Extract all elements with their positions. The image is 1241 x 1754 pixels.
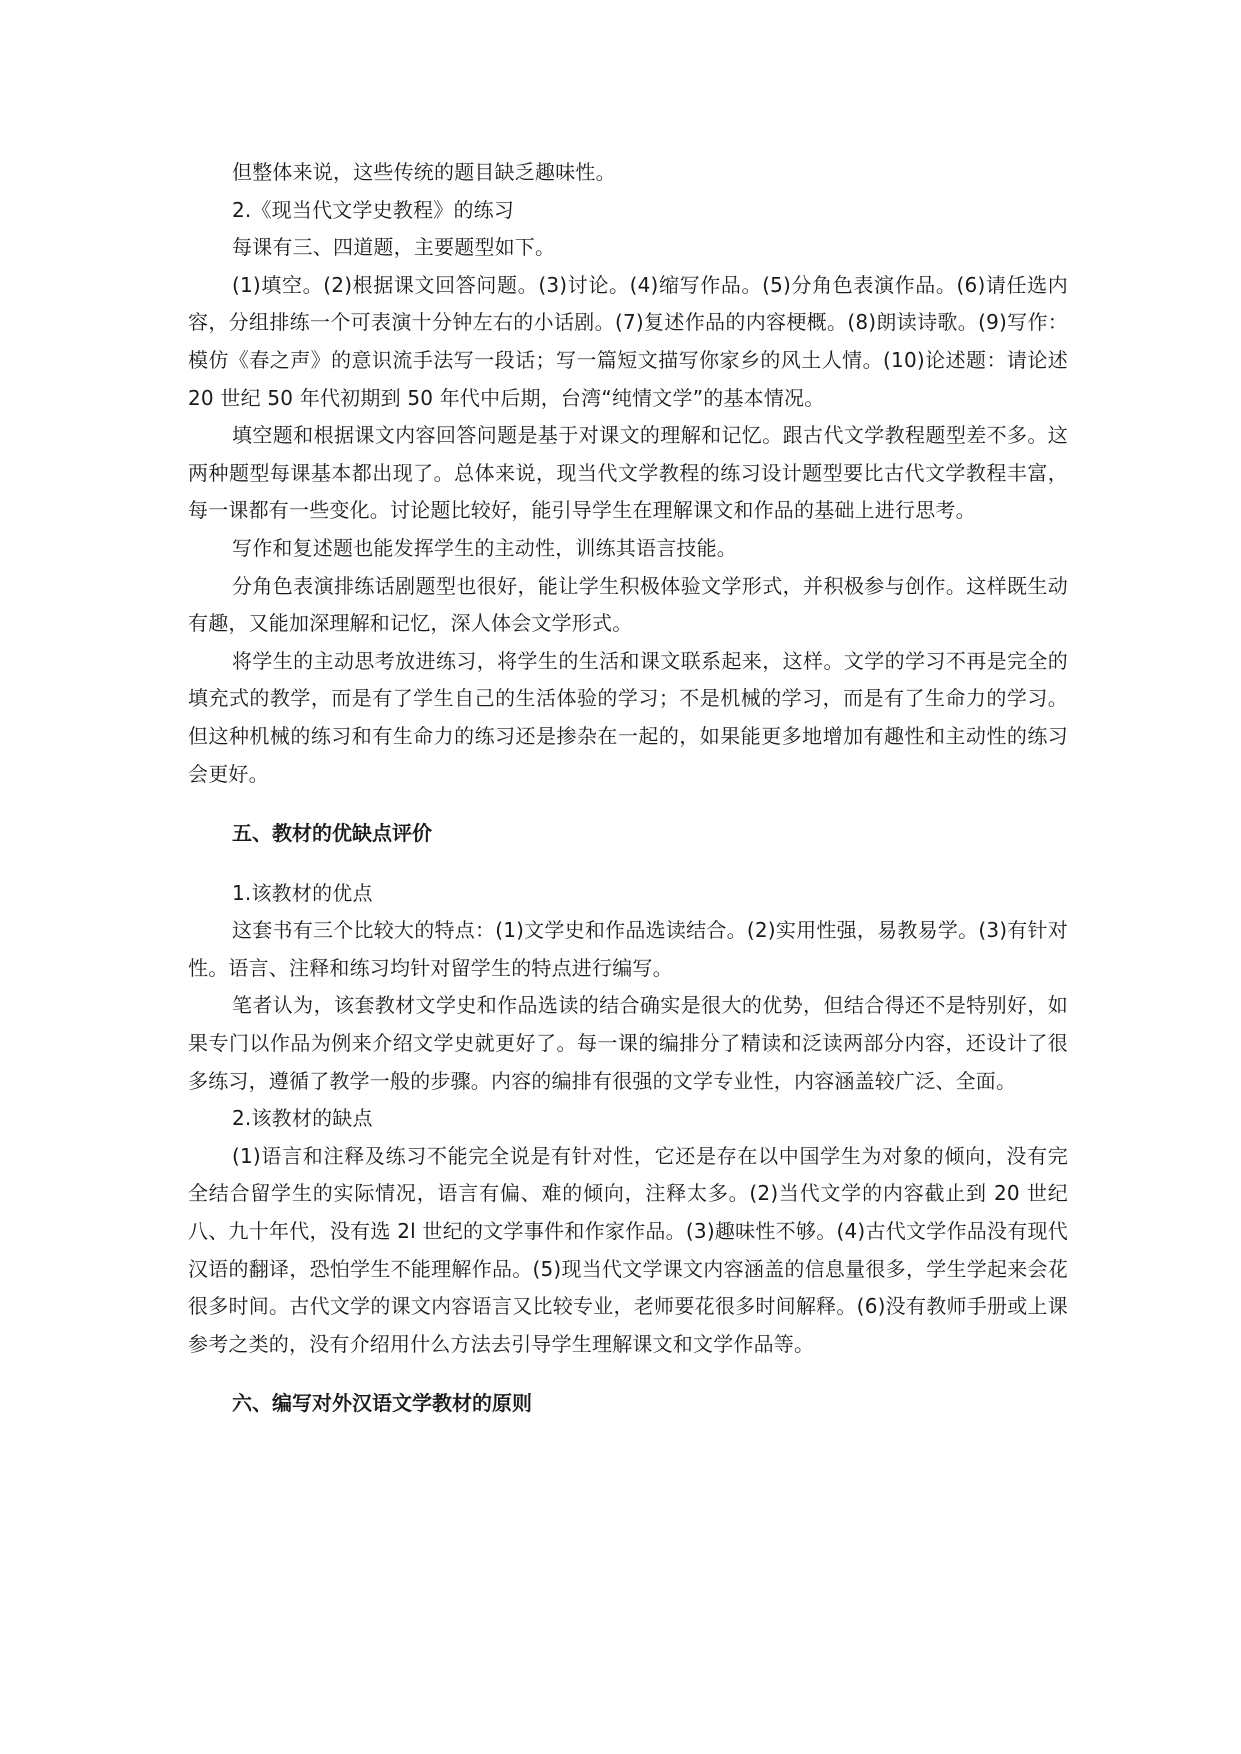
subsection-title: 2.该教材的缺点 [232,1106,373,1131]
paragraph: 分角色表演排练话剧题型也很好，能让学生积极体验文学形式，并积极参与创作。这样既生动有趣，又能加深理解和记忆，深人体会文学形式。 [188,573,1068,636]
paragraph: 笔者认为，该套教材文学史和作品选读的结合确实是很大的优势，但结合得还不是特别好，如果专门以作品为例来介绍文学史就更好了。每一课的编排分了精读和泛读两部分内容，还设计了很多练习，遵循了教学一般的步骤。内容的编排有很强的文学专业性，内容涵盖较广泛、全面。 [188,993,1068,1093]
paragraph: 填空题和根据课文内容回答问题是基于对课文的理解和记忆。跟古代文学教程题型差不多。这两种题型每课基本都出现了。总体来说，现当代文学教程的练习设计题型要比古代文学教程丰富，每一课都有一些变化。讨论题比较好，能引导学生在理解课文和作品的基础上进行思考。 [188,423,1068,523]
paragraph: 但整体来说，这些传统的题目缺乏趣味性。 [232,160,616,184]
subsection-title: 1.该教材的优点 [232,880,373,905]
paragraph: 写作和复述题也能发挥学生的主动性，训练其语言技能。 [232,535,737,560]
paragraph: (1)填空。(2)根据课文回答问题。(3)讨论。(4)缩写作品。(5)分角色表演作品。(6)请任选内容，分组排练一个可表演十分钟左右的小话剧。(7)复述作品的内容梗概。(8)朗读诗歌。(9)写作：模仿《春之声》的意识流手法写一段话；写一篇短文描写你家乡的风土人情。(10)论述题：请论述 20 世纪 50 年代初期到 50 年代中后期，台湾“纯情文学”的基本情况。 [188,272,1068,410]
paragraph: 这套书有三个比较大的特点：(1)文学史和作品选读结合。(2)实用性强，易教易学。(3)有针对性。语言、注释和练习均针对留学生的特点进行编写。 [188,918,1068,980]
paragraph: 将学生的主动思考放进练习，将学生的生活和课文联系起来，这样。文学的学习不再是完全的填充式的教学，而是有了学生自己的生活体验的学习；不是机械的学习，而是有了生命力的学习。但这种机械的练习和有生命力的练习还是掺杂在一起的，如果能更多地增加有趣性和主动性的练习会更好。 [188,648,1068,786]
section-heading: 六、编写对外汉语文学教材的原则 [232,1391,532,1416]
subsection-title: 2.《现当代文学史教程》的练习 [232,197,515,222]
paragraph: (1)语言和注释及练习不能完全说是有针对性，它还是存在以中国学生为对象的倾向，没有完全结合留学生的实际情况，语言有偏、难的倾向，注释太多。(2)当代文学的内容截止到 20 世纪八、九十年代，没有选 2l 世纪的文学事件和作家作品。(3)趣味性不够。(4)古代文学作品没有现代汉语的翻译，恐怕学生不能理解作品。(5)现当代文学课文内容涵盖的信息量很多，学生学起来会花很多时间。古代文学的课文内容语言又比较专业，老师要花很多时间解释。(6)没有教师手册或上课参考之类的，没有介绍用什么方法去引导学生理解课文和文学作品等。 [188,1143,1068,1356]
section-heading: 五、教材的优缺点评价 [232,821,432,846]
document-page [188,154,1068,1423]
paragraph: 每课有三、四道题，主要题型如下。 [232,235,556,260]
